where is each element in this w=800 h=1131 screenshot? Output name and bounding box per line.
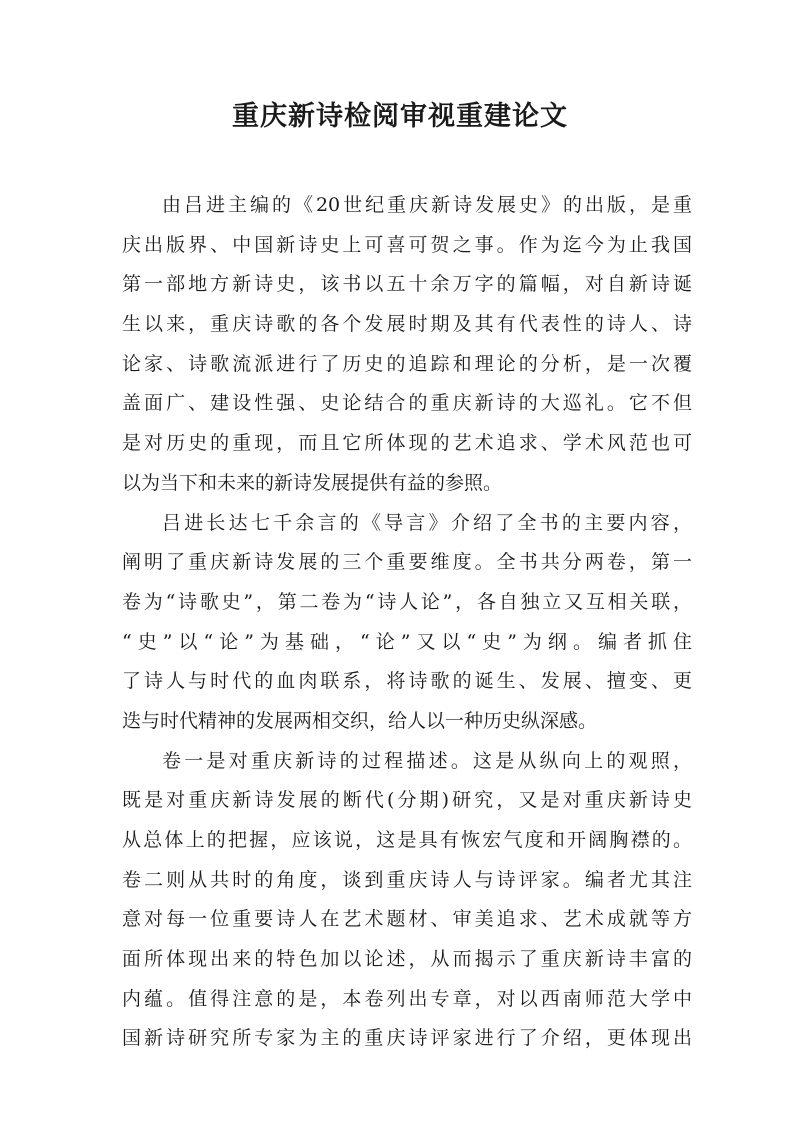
document-body	[122, 186, 692, 1059]
paragraph-line: 内蕴。值得注意的是，本卷列出专章，对以西南师范大学中	[122, 987, 692, 1010]
paragraph-line: 以为当下和未来的新诗发展提供有益的参照。	[122, 471, 503, 494]
paragraph-line: 了诗人与时代的血肉联系，将诗歌的诞生、发展、擅变、更	[122, 670, 692, 693]
paragraph-line: 卷为“诗歌史”，第二卷为“诗人论”，各自独立又互相关联，	[122, 590, 692, 613]
paragraph-line: 论家、诗歌流派进行了历史的追踪和理论的分析，是一次覆	[122, 352, 692, 375]
paragraph-line: 是对历史的重现，而且它所体现的艺术追求、学术风范也可	[122, 432, 692, 455]
paragraph-line: 吕进长达七千余言的《导言》介绍了全书的主要内容，	[162, 511, 692, 534]
paragraph-line: “史”以“论”为基础，“论”又以“史”为纲。编者抓住	[122, 630, 692, 653]
paragraph-line: 面所体现出来的特色加以论述，从而揭示了重庆新诗丰富的	[122, 948, 692, 971]
paragraph-line: 生以来，重庆诗歌的各个发展时期及其有代表性的诗人、诗	[122, 313, 692, 336]
paragraph-line: 第一部地方新诗史，该书以五十余万字的篇幅，对自新诗诞	[122, 273, 692, 296]
document-title: 重庆新诗检阅审视重建论文	[232, 101, 568, 132]
paragraph-line: 盖面广、建设性强、史论结合的重庆新诗的大巡礼。它不但	[122, 392, 692, 415]
paragraph-line: 从总体上的把握，应该说，这是具有恢宏气度和开阔胸襟的。	[122, 829, 692, 851]
paragraph-line: 阐明了重庆新诗发展的三个重要维度。全书共分两卷，第一	[122, 551, 692, 574]
paragraph-line: 卷一是对重庆新诗的过程描述。这是从纵向上的观照，	[162, 749, 692, 772]
paragraph-line: 国新诗研究所专家为主的重庆诗评家进行了介绍，更体现出	[122, 1027, 692, 1050]
paragraph-line: 由吕进主编的《20世纪重庆新诗发展史》的出版，是重	[162, 194, 692, 216]
paragraph-line: 卷二则从共时的角度，谈到重庆诗人与诗评家。编者尤其注	[122, 868, 692, 891]
paragraph-line: 迭与时代精神的发展两相交织，给人以一种历史纵深感。	[122, 709, 598, 732]
paragraph-line: 庆出版界、中国新诗史上可喜可贺之事。作为迄今为止我国	[122, 233, 692, 256]
paragraph-line: 既是对重庆新诗发展的断代(分期)研究，又是对重庆新诗史	[122, 789, 692, 812]
paragraph-1	[122, 186, 692, 504]
paragraph-line: 意对每一位重要诗人在艺术题材、审美追求、艺术成就等方	[122, 908, 692, 931]
paragraph-3	[122, 742, 692, 1060]
paragraph-2	[122, 504, 692, 742]
